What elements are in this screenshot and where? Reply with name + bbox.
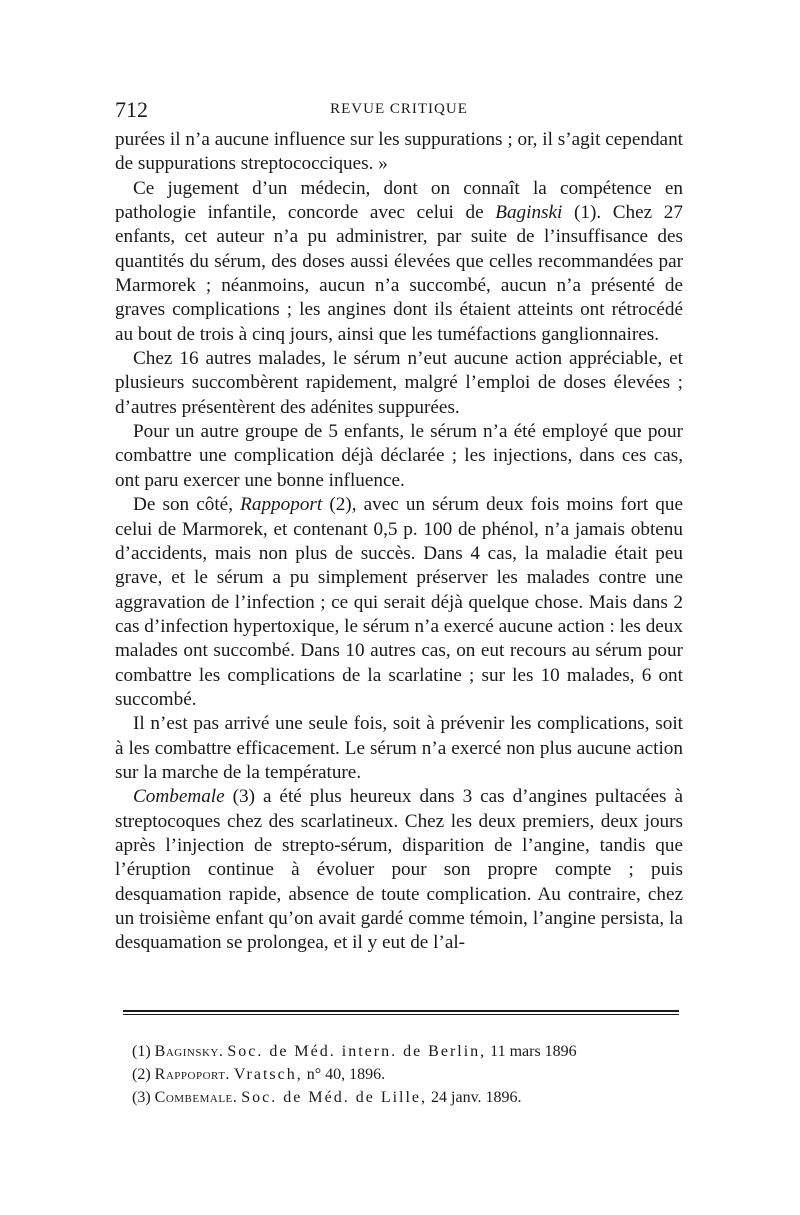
- paragraph-7: Combemale (3) a été plus heureux dans 3 cas d’angines pultacées à streptocoques chez des scarlatineux. Chez les deux premiers, deux jours après l’injection de strepto-sérum, disparition de l’angine, tandis que l’éruption continue à évoluer pour son propre compte ; puis desquamation rapide, absence de toute complication. Au contraire, chez un troisième enfant qu’on avait gardé comme témoin, l’angine persista, la desquamation se prolongea, et il y eut de l’al-: [115, 786, 683, 954]
- footnote-author: Rappoport.: [154, 1066, 230, 1083]
- paragraph-3: Chez 16 autres malades, le sérum n’eut aucune action appréciable, et plusieurs succombèrent rapidement, malgré l’emploi de doses élevées ; d’autres présentèrent des adénites suppurées.: [115, 348, 683, 418]
- page-number: 712: [115, 97, 148, 122]
- paragraph-4: Pour un autre groupe de 5 enfants, le sérum n’a été employé que pour combattre une complication déjà déclarée ; les injections, dans ces cas, ont paru exercer une bonne influence.: [115, 421, 683, 491]
- page-header: [115, 97, 683, 125]
- footnote-2: [132, 1063, 682, 1086]
- paragraph-5: De son côté, Rappoport (2), avec un sérum deux fois moins fort que celui de Marmorek, et contenant 0,5 p. 100 de phénol, n’a jamais obtenu d’accidents, mais non plus de succès. Dans 4 cas, la maladie était peu grave, et le sérum a pu simplement préserver les malades contre une aggravation de l’infection ; ce qui serait déjà quelque chose. Mais dans 2 cas d’infection hypertoxique, le sérum n’a exercé aucune action : les deux malades ont succombé. Dans 10 autres cas, on eut recours au sérum pour combattre les complications de la scarlatine ; sur les 10 malades, 6 ont succombé.: [115, 494, 683, 710]
- footnote-source: Soc. de Méd. de Lille,: [241, 1089, 428, 1106]
- footnote-1: [132, 1040, 682, 1063]
- footnote-author: Combemale.: [154, 1089, 238, 1106]
- footnotes: [132, 1040, 682, 1109]
- footnote-source: Vratsch,: [233, 1066, 303, 1083]
- paragraph-6: Il n’est pas arrivé une seule fois, soit à prévenir les complications, soit à les combattre efficacement. Le sérum n’a exercé non plus aucune action sur la marche de la température.: [115, 713, 683, 783]
- footnote-date: n° 40, 1896.: [306, 1066, 386, 1083]
- paragraph-1: purées il n’a aucune influence sur les suppurations ; or, il s’agit cependant de suppurations streptococciques. »: [115, 129, 683, 175]
- footnote-date: 11 mars 1896: [490, 1043, 577, 1060]
- running-title: REVUE CRITIQUE: [330, 101, 468, 117]
- footnote-3: [132, 1086, 682, 1109]
- footnote-source: Soc. de Méd. intern. de Berlin,: [227, 1043, 487, 1060]
- footnote-date: 24 janv. 1896.: [431, 1089, 522, 1106]
- footnote-number: (1): [132, 1043, 151, 1060]
- footnote-number: (2): [132, 1066, 151, 1083]
- footnote-author: Baginsky.: [154, 1043, 224, 1060]
- footnote-divider-thin: [123, 1014, 679, 1015]
- footnote-divider: [123, 1010, 679, 1012]
- paragraph-2: Ce jugement d’un médecin, dont on connaît la compétence en pathologie infantile, concorde avec celui de Baginski (1). Chez 27 enfants, cet auteur n’a pu administrer, par suite de l’insuffisance des quantités du sérum, des doses aussi élevées que celles recommandées par Marmorek ; néanmoins, aucun n’a succombé, aucun n’a présenté de graves complications ; les angines dont ils étaient atteints ont rétrocédé au bout de trois à cinq jours, ainsi que les tuméfactions ganglionnaires.: [115, 177, 683, 345]
- body-text: [115, 128, 683, 956]
- footnote-number: (3): [132, 1089, 151, 1106]
